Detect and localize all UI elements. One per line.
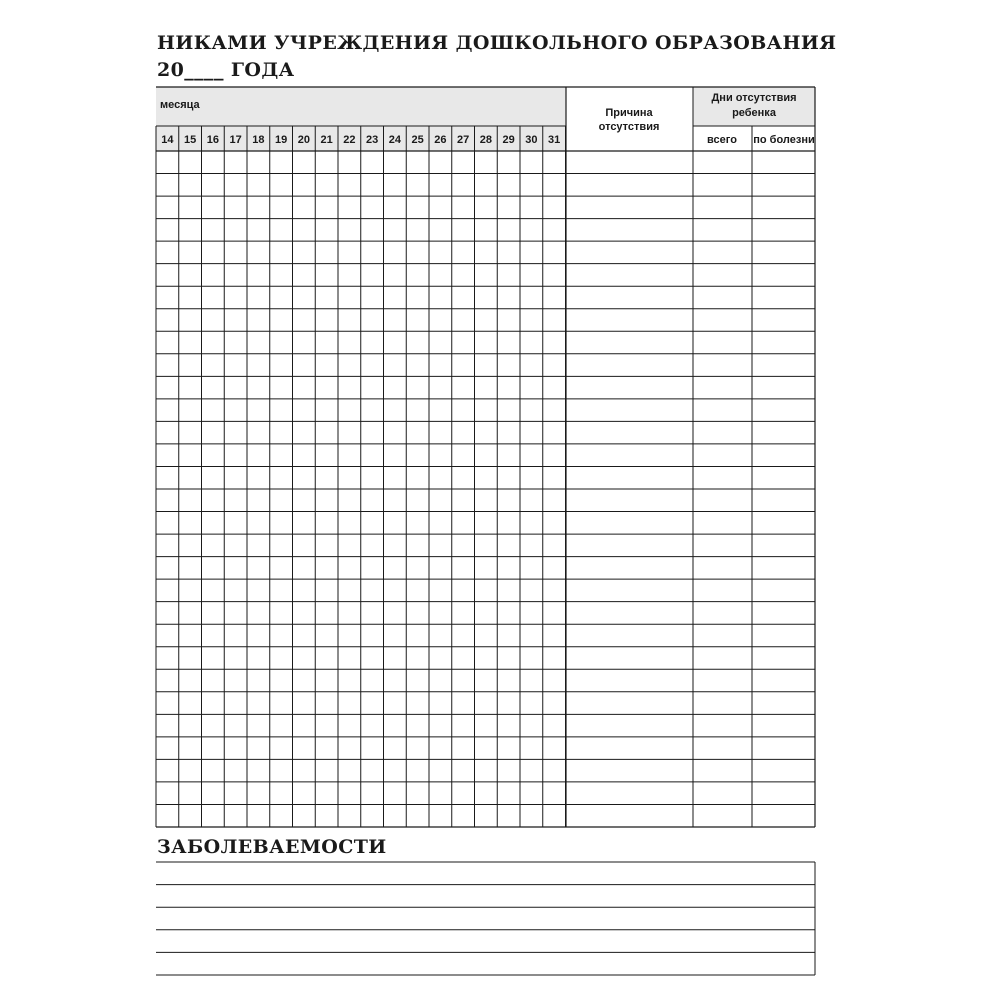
- reason-header-line1: Причина: [605, 107, 653, 119]
- day-number: 27: [457, 134, 470, 146]
- section-title: ЗАБОЛЕВАЕМОСТИ: [157, 836, 387, 858]
- day-number: 29: [502, 134, 515, 146]
- day-number: 17: [229, 134, 242, 146]
- day-number: 24: [388, 134, 401, 146]
- month-label: месяца: [160, 99, 200, 111]
- day-number: 30: [525, 134, 538, 146]
- illness-days-header: по болезни: [753, 134, 815, 146]
- day-number: 31: [548, 134, 561, 146]
- absence-days-header-line2: ребенка: [732, 107, 776, 119]
- day-number: 22: [343, 134, 356, 146]
- absence-days-header-line1: Дни отсутствия: [711, 92, 797, 104]
- page-title-line2: 20____ ГОДА: [157, 59, 295, 81]
- day-number: 15: [184, 134, 197, 146]
- total-days-header: всего: [707, 134, 737, 146]
- day-number: 23: [366, 134, 379, 146]
- day-number: 14: [161, 134, 174, 146]
- day-number: 20: [297, 134, 310, 146]
- reason-header-line2: отсутствия: [598, 121, 660, 133]
- day-number: 18: [252, 134, 265, 146]
- day-number: 26: [434, 134, 447, 146]
- day-number: 19: [275, 134, 288, 146]
- page-title-line1: НИКАМИ УЧРЕЖДЕНИЯ ДОШКОЛЬНОГО ОБРАЗОВАНИЯ: [157, 32, 837, 54]
- day-number: 16: [206, 134, 219, 146]
- day-number: 21: [320, 134, 333, 146]
- day-number: 28: [479, 134, 492, 146]
- day-number: 25: [411, 134, 424, 146]
